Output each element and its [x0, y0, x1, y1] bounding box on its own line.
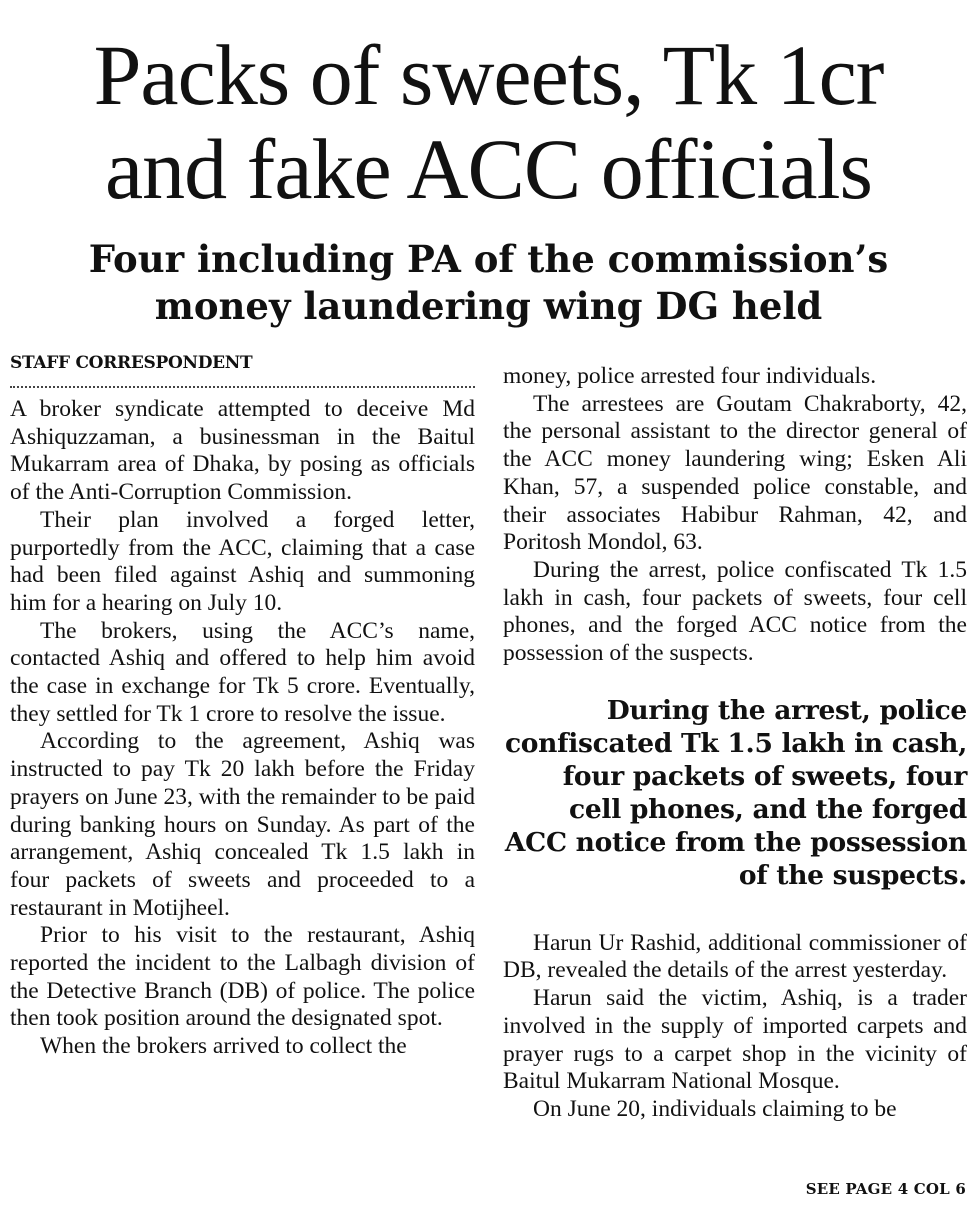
paragraph: Harun Ur Rashid, additional commissioner of DB, revealed the details of the arrest yesterday. — [503, 929, 967, 984]
subheadline — [0, 236, 977, 330]
jump-line[interactable]: SEE PAGE 4 COL 6 — [805, 1180, 966, 1198]
paragraph: Their plan involved a forged letter, purportedly from the ACC, claiming that a case had been filed against Ashiq and summoning him for a hearing on July 10. — [10, 506, 475, 616]
paragraph: The arrestees are Goutam Chakraborty, 42, the personal assistant to the director general of the ACC money laundering wing; Esken Ali Khan, 57, a suspended police constable, and their associates Habibur Rahman, 42, and Poritosh Mondol, 63. — [503, 390, 967, 556]
headline-line-2: and fake ACC officials — [105, 121, 872, 217]
paragraph: The brokers, using the ACC’s name, contacted Ashiq and offered to help him avoid the case in exchange for Tk 5 crore. Eventually, they settled for Tk 1 crore to resolve the issue. — [10, 617, 475, 727]
paragraph: A broker syndicate attempted to deceive Md Ashiquzzaman, a businessman in the Baitul Mukarram area of Dhaka, by posing as officials of the Anti-Corruption Commission. — [10, 396, 475, 506]
subheadline-line-2: money laundering wing DG held — [154, 284, 823, 328]
left-column — [10, 352, 475, 1061]
headline-line-1: Packs of sweets, Tk 1cr — [93, 27, 884, 123]
paragraph-continued: When the brokers arrived to collect the — [40, 1033, 407, 1060]
paragraph: Harun said the victim, Ashiq, is a trader involved in the supply of imported carpets and prayer rugs to a carpet shop in the vicinity of Baitul Mukarram National Mosque. — [503, 985, 967, 1095]
headline — [0, 28, 977, 216]
right-column — [503, 363, 967, 1124]
byline: STAFF CORRESPONDENT — [10, 352, 475, 388]
paragraph: According to the agreement, Ashiq was instructed to pay Tk 20 lakh before the Friday prayers on June 23, with the remainder to be paid during banking hours on Sunday. As part of the arrangement, Ashiq concealed Tk 1.5 lakh in four packets of sweets and proceeded to a restaurant in Motijheel. — [10, 728, 475, 921]
subheadline-line-1: Four including PA of the commission’s — [88, 237, 889, 281]
paragraph-continuation: money, police arrested four individuals. — [503, 363, 877, 389]
paragraph-continued: On June 20, individuals claiming to be — [533, 1095, 897, 1122]
paragraph: During the arrest, police confiscated Tk 1.5 lakh in cash, four packets of sweets, four cell phones, and the forged ACC notice from the possession of the suspects. — [503, 556, 967, 667]
pull-quote: During the arrest, police confiscated Tk 1.5 lakh in cash, four packets of sweets, four cell phones, and the forged ACC notice from the possession of the suspects. — [504, 694, 967, 891]
paragraph: Prior to his visit to the restaurant, Ashiq reported the incident to the Lalbagh division of the Detective Branch (DB) of police. The police then took position around the designated spot. — [10, 922, 475, 1032]
